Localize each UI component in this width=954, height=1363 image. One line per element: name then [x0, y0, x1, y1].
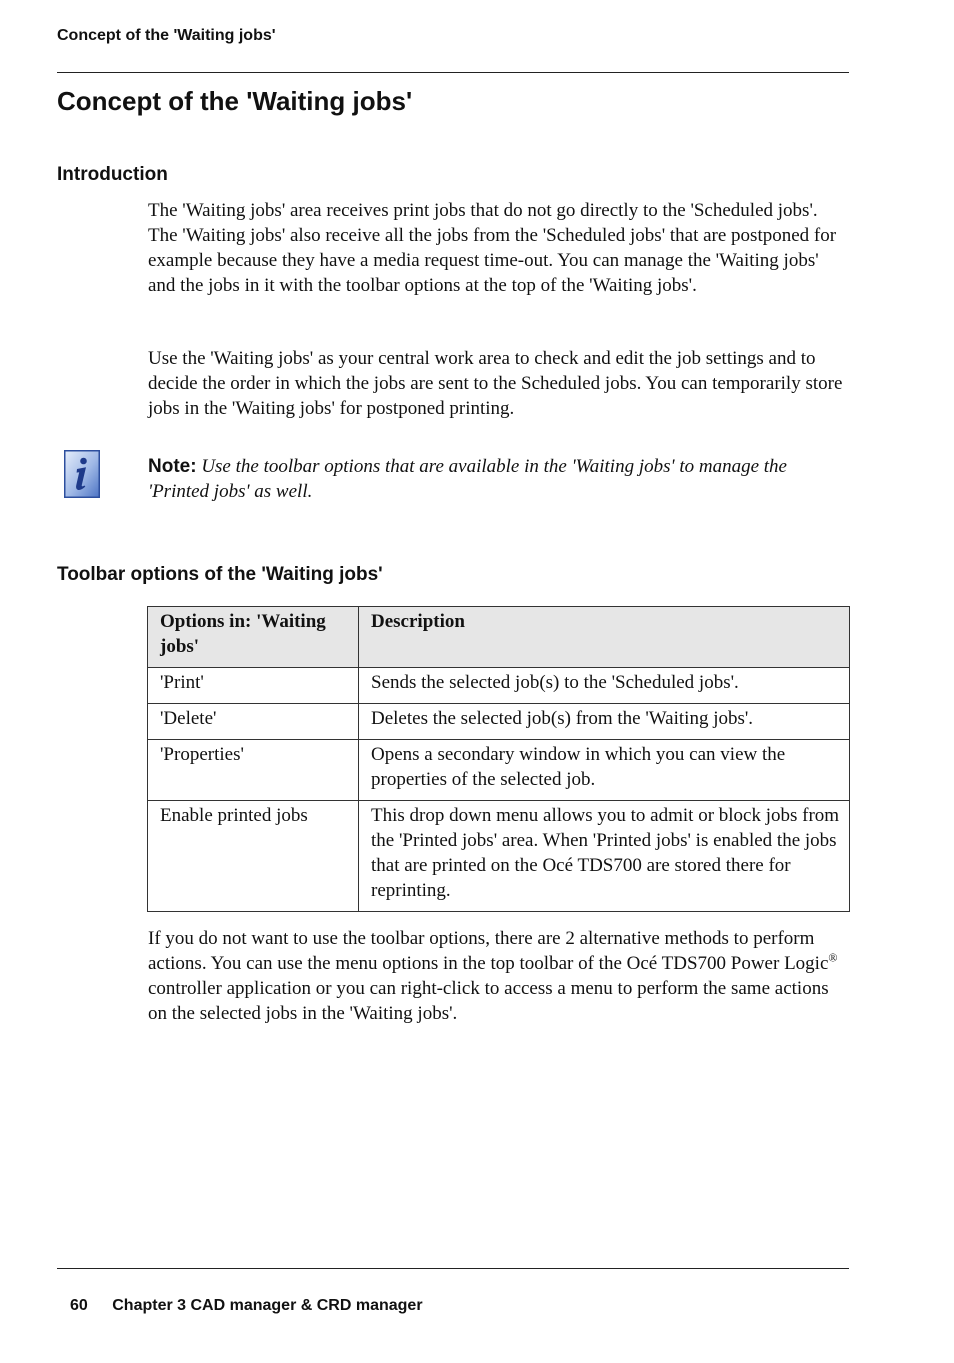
- table-row: [148, 704, 850, 740]
- footer-rule: [57, 1268, 849, 1269]
- info-icon: [64, 450, 100, 498]
- running-header: Concept of the 'Waiting jobs': [57, 27, 276, 44]
- description-cell: Opens a secondary window in which you can view the properties of the selected job.: [359, 740, 850, 801]
- alternative-methods-text-2: controller application or you can right-click to access a menu to perform the same actions on the selected jobs in the 'Waiting jobs'.: [148, 978, 829, 1024]
- alternative-methods-text-1: If you do not want to use the toolbar options, there are 2 alternative methods to perform actions. You can use the menu options in the top toolbar of the Océ TDS700 Power Logic: [148, 928, 829, 974]
- description-cell: Deletes the selected job(s) from the 'Waiting jobs'.: [359, 704, 850, 740]
- alternative-methods-paragraph: [148, 926, 850, 1026]
- page-title: Concept of the 'Waiting jobs': [57, 86, 413, 116]
- column-header-description: Description: [359, 607, 850, 668]
- intro-paragraph-1: The 'Waiting jobs' area receives print jobs that do not go directly to the 'Scheduled jobs'. The 'Waiting jobs' also receive all the jobs from the 'Scheduled jobs' that are postponed for example because they have a media request time-out. You can manage the 'Waiting jobs' and the jobs in it with the toolbar options at the top of the 'Waiting jobs'.: [148, 200, 837, 296]
- toolbar-options-heading: Toolbar options of the 'Waiting jobs': [57, 564, 383, 585]
- introduction-heading: Introduction: [57, 164, 168, 185]
- note-label: Note:: [148, 456, 197, 477]
- toolbar-options-table: [147, 606, 850, 912]
- note-paragraph: [148, 454, 850, 504]
- page-number: 60: [70, 1297, 88, 1314]
- option-cell: 'Print': [148, 668, 359, 704]
- intro-paragraph-2: Use the 'Waiting jobs' as your central work area to check and edit the job settings and to decide the order in which the jobs are sent to the Scheduled jobs. You can temporarily store jobs in the 'Waiting jobs' for postponed printing.: [148, 348, 843, 419]
- description-cell: Sends the selected job(s) to the 'Scheduled jobs'.: [359, 668, 850, 704]
- option-cell: 'Properties': [148, 740, 359, 801]
- table-header-row: [148, 607, 850, 668]
- table-row: [148, 740, 850, 801]
- note-text: Use the toolbar options that are available in the 'Waiting jobs' to manage the 'Printed jobs' as well.: [148, 456, 787, 502]
- page-footer: [70, 1297, 423, 1315]
- header-rule: [57, 72, 849, 73]
- description-cell: This drop down menu allows you to admit or block jobs from the 'Printed jobs' area. When 'Printed jobs' is enabled the jobs that are printed on the Océ TDS700 are stored there for reprinting.: [359, 801, 850, 912]
- registered-mark: ®: [828, 950, 838, 965]
- option-cell: Enable printed jobs: [148, 801, 359, 912]
- option-cell: 'Delete': [148, 704, 359, 740]
- table-row: [148, 801, 850, 912]
- chapter-title: Chapter 3 CAD manager & CRD manager: [112, 1297, 423, 1314]
- column-header-options: Options in: 'Waiting jobs': [148, 607, 359, 668]
- table-row: [148, 668, 850, 704]
